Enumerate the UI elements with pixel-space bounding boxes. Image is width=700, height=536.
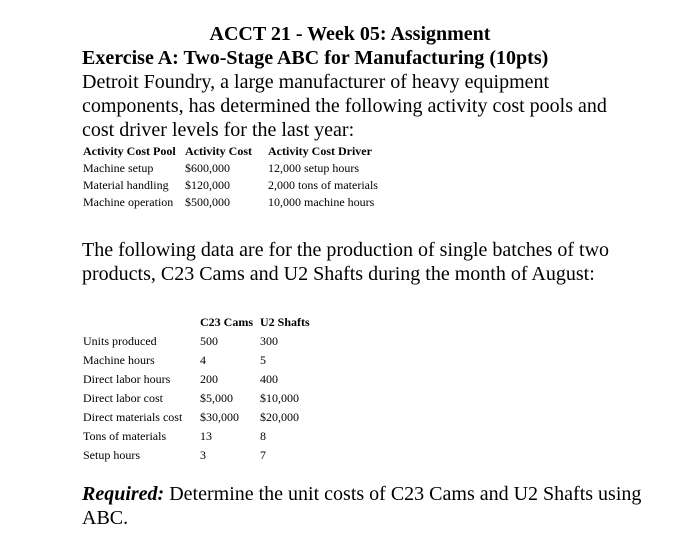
table-header-row <box>83 313 330 332</box>
table-cell: Direct labor cost <box>83 391 163 405</box>
table-header: U2 Shafts <box>260 315 310 329</box>
table-row <box>83 332 330 351</box>
required-paragraph <box>82 482 642 530</box>
table-cell: 2,000 tons of materials <box>268 178 378 192</box>
table-header: Activity Cost <box>185 144 252 158</box>
table-cell: $120,000 <box>185 178 230 192</box>
document-title: ACCT 21 - Week 05: Assignment <box>209 23 491 45</box>
table-cell: 400 <box>260 372 278 386</box>
activity-cost-table <box>83 143 408 211</box>
table-cell: $5,000 <box>200 391 233 405</box>
table-cell: $30,000 <box>200 410 239 424</box>
required-label: Required: <box>82 483 165 505</box>
table-cell: 13 <box>200 429 212 443</box>
table-cell: Machine operation <box>83 195 174 209</box>
table-cell: 12,000 setup hours <box>268 161 359 175</box>
table-row <box>83 194 408 211</box>
table-cell: $10,000 <box>260 391 299 405</box>
table-cell: 300 <box>260 334 278 348</box>
table-cell: 10,000 machine hours <box>268 195 375 209</box>
table-row <box>83 408 330 427</box>
table-row <box>83 427 330 446</box>
table-row <box>83 446 330 465</box>
table-cell: Setup hours <box>83 448 140 462</box>
table-row <box>83 370 330 389</box>
table-cell: $600,000 <box>185 161 230 175</box>
table-cell: Machine setup <box>83 161 154 175</box>
table-cell: 5 <box>260 353 266 367</box>
table-cell: $20,000 <box>260 410 299 424</box>
table-cell: 3 <box>200 448 206 462</box>
table-cell: Tons of materials <box>83 429 167 443</box>
table-header <box>83 313 200 332</box>
table-row <box>83 160 408 177</box>
production-intro-paragraph: The following data are for the production of single batches of two products, C23 Cams and U2 Shafts during the month of August: <box>82 239 610 285</box>
required-text: Determine the unit costs of C23 Cams and U2 Shafts using ABC. <box>82 483 642 529</box>
table-header: Activity Cost Driver <box>268 144 372 158</box>
intro-paragraph: Detroit Foundry, a large manufacturer of heavy equipment components, has determined the following activity cost pools and cost driver levels for the last year: <box>82 71 607 141</box>
table-cell: 8 <box>260 429 266 443</box>
table-cell: 4 <box>200 353 206 367</box>
table-cell: Direct labor hours <box>83 372 171 386</box>
table-cell: $500,000 <box>185 195 230 209</box>
exercise-heading: Exercise A: Two-Stage ABC for Manufacturing (10pts) <box>82 47 549 69</box>
table-header: Activity Cost Pool <box>83 144 176 158</box>
table-cell: 7 <box>260 448 266 462</box>
production-data-table <box>83 313 330 465</box>
table-row <box>83 351 330 370</box>
table-cell: 200 <box>200 372 218 386</box>
table-cell: Material handling <box>83 178 169 192</box>
table-cell: Direct materials cost <box>83 410 183 424</box>
table-row <box>83 177 408 194</box>
table-cell: Units produced <box>83 334 157 348</box>
table-header-row <box>83 143 408 160</box>
table-cell: Machine hours <box>83 353 155 367</box>
table-row <box>83 389 330 408</box>
table-header: C23 Cams <box>200 315 253 329</box>
table-cell: 500 <box>200 334 218 348</box>
